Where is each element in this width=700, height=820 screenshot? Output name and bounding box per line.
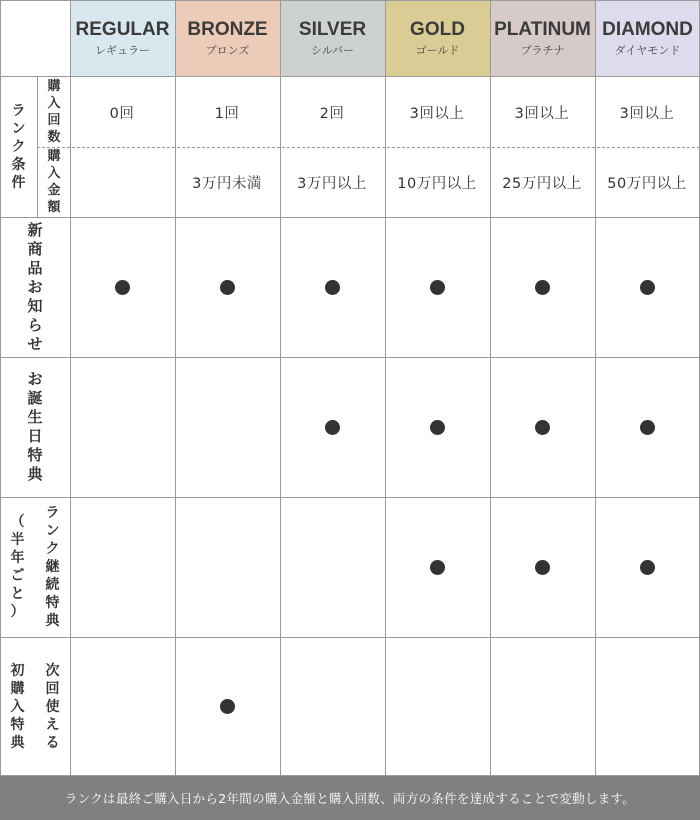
benefit-label-sub: 初 購 入 特 典 [10, 662, 25, 751]
benefit-available-dot [430, 560, 445, 575]
rank-name: REGULAR [75, 19, 170, 40]
rank-name-kana: レギュラー [95, 44, 150, 57]
purchase-count-value: 3回以上 [514, 106, 570, 122]
footer-note: ランクは最終ご購入日から2年間の購入金額と購入回数、両方の条件を達成することで変動します。 [0, 776, 700, 820]
benefit-available-dot [220, 699, 235, 714]
rank-header-bronze [175, 0, 280, 76]
purchase-amount-value: 50万円以上 [607, 176, 687, 192]
rank-name: PLATINUM [494, 19, 591, 40]
row-divider [0, 497, 700, 498]
benefit-available-dot [535, 560, 550, 575]
rank-name-kana: ダイヤモンド [614, 44, 681, 57]
purchase-count-value: 0回 [109, 106, 135, 122]
purchase-count-value: 2回 [319, 106, 345, 122]
benefit-available-dot [115, 280, 130, 295]
rank-header-platinum [490, 0, 595, 76]
rank-name-kana: シルバー [311, 44, 354, 57]
benefit-available-dot [430, 420, 445, 435]
benefit-available-dot [535, 280, 550, 295]
benefit-available-dot [325, 420, 340, 435]
condition-count-label: 購 入 回 数 [47, 79, 61, 145]
benefit-available-dot [640, 420, 655, 435]
row-divider [0, 76, 700, 77]
purchase-count-value: 1回 [214, 106, 240, 122]
row-divider [0, 357, 700, 358]
benefit-label-main: 次 回 使 え る [45, 662, 60, 751]
benefit-label: お 誕 生 日 特 典 [27, 370, 43, 483]
rank-name: DIAMOND [602, 19, 693, 40]
benefit-available-dot [640, 280, 655, 295]
benefit-label-main: ラ ン ク 継 続 特 典 [45, 505, 60, 629]
rank-header-diamond [595, 0, 700, 76]
purchase-amount-value: 3万円未満 [192, 176, 262, 192]
rank-header-regular [70, 0, 175, 76]
row-divider [0, 0, 700, 1]
benefit-available-dot [220, 280, 235, 295]
rank-name-kana: ゴールド [415, 44, 460, 57]
rank-name: SILVER [298, 19, 367, 40]
row-divider [0, 217, 700, 218]
benefit-label: 新 商 品 お 知 ら せ [27, 220, 43, 353]
purchase-amount-value: 25万円以上 [502, 176, 582, 192]
row-divider [0, 637, 700, 638]
rank-name-kana: ブロンズ [205, 44, 250, 57]
purchase-amount-value: 10万円以上 [397, 176, 477, 192]
benefit-available-dot [535, 420, 550, 435]
benefit-available-dot [325, 280, 340, 295]
rank-name-kana: プラチナ [520, 44, 565, 57]
purchase-amount-value: 3万円以上 [297, 176, 367, 192]
rank-header-silver [280, 0, 385, 76]
benefit-label-sub: （ 半 年 ご と ） [10, 514, 25, 620]
condition-amount-label: 購 入 金 額 [47, 149, 61, 215]
rank-name: GOLD [410, 19, 465, 40]
condition-dashed-divider [37, 147, 700, 148]
purchase-count-value: 3回以上 [409, 106, 465, 122]
rank-name: BRONZE [187, 19, 268, 40]
rank-header-gold [385, 0, 490, 76]
condition-group-label: ラ ン ク 条 件 [11, 103, 26, 191]
benefit-available-dot [640, 560, 655, 575]
benefit-available-dot [430, 280, 445, 295]
purchase-count-value: 3回以上 [619, 106, 675, 122]
